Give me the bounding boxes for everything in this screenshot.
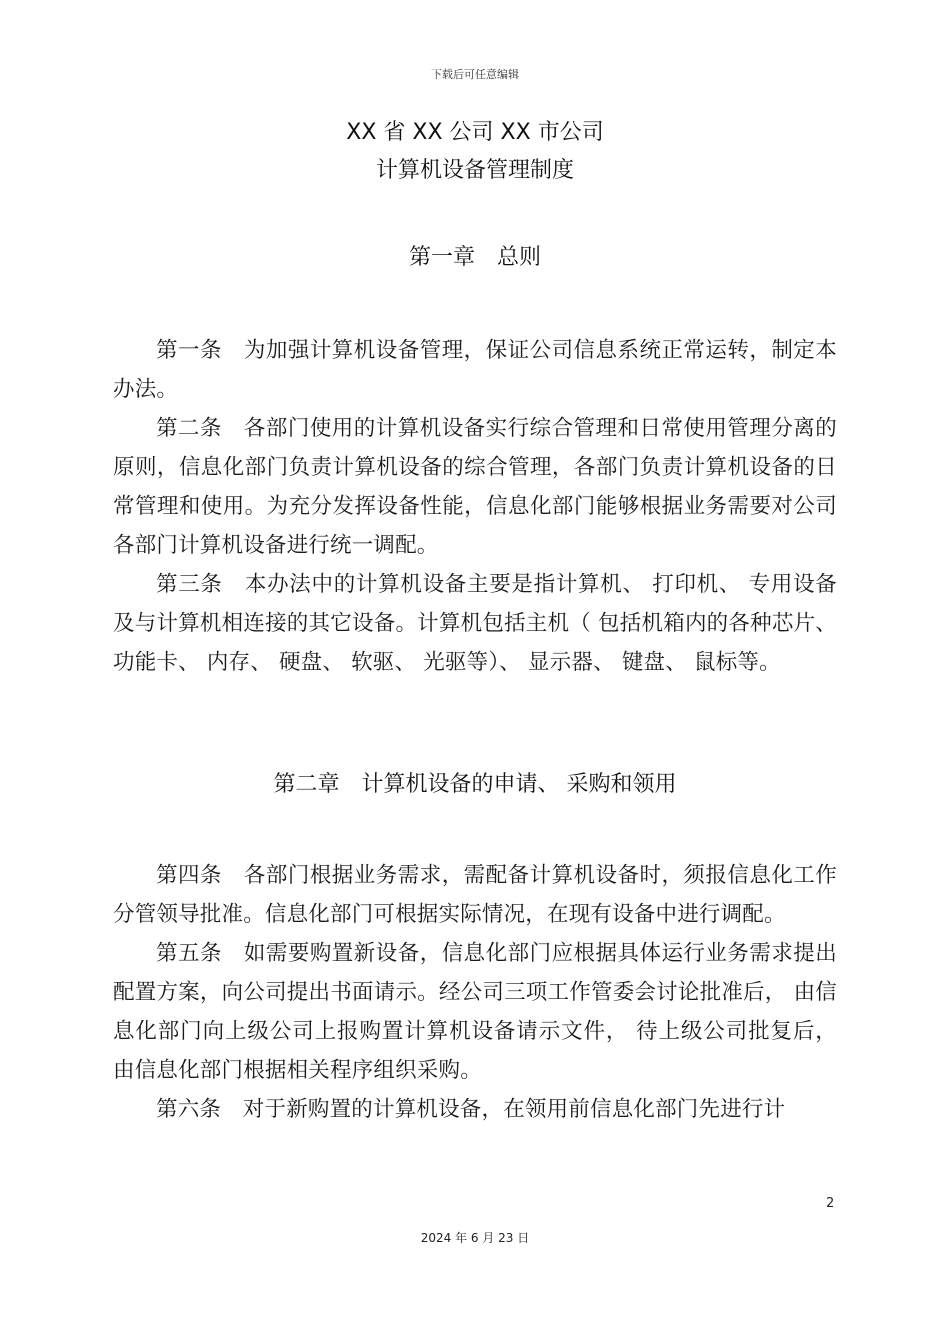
document-title-org: XX 省 XX 公司 XX 市公司 [346,120,604,145]
article-3: 第三条 本办法中的计算机设备主要是指计算机、 打印机、 专用设备及与计算机相连接的其它设备。计算机包括主机（ 包括机箱内的各种芯片、 功能卡、 内存、 硬盘、 软驱、 光驱等）、 显示器、 键盘、 鼠标等。 [113,572,837,675]
chapter-2-body [113,856,837,1129]
footer-date: 2024 年 6 月 23 日 [420,1231,530,1245]
article-1: 第一条 为加强计算机设备管理，保证公司信息系统正常运转，制定本办法。 [113,338,837,402]
chapter-1-body [113,331,837,682]
chapter-heading-1: 第一章 总则 [408,245,541,270]
article-2: 第二条 各部门使用的计算机设备实行综合管理和日常使用管理分离的原则，信息化部门负责计算机设备的综合管理，各部门负责计算机设备的日常管理和使用。为充分发挥设备性能，信息化部门能够根据业务需要对公司各部门计算机设备进行统一调配。 [113,416,837,558]
page-number: 2 [826,1196,835,1211]
header-note: 下载后可任意编辑 [431,68,519,81]
article-5: 第五条 如需要购置新设备，信息化部门应根据具体运行业务需求提出配置方案，向公司提出书面请示。经公司三项工作管委会讨论批准后， 由信息化部门向上级公司上报购置计算机设备请示文件， 待上级公司批复后， 由信息化部门根据相关程序组织采购。 [113,941,838,1083]
article-6: 第六条 对于新购置的计算机设备，在领用前信息化部门先进行计 [156,1097,786,1122]
document-title: 计算机设备管理制度 [375,158,574,183]
chapter-heading-2: 第二章 计算机设备的申请、 采购和领用 [273,772,677,797]
article-4: 第四条 各部门根据业务需求，需配备计算机设备时，须报信息化工作分管领导批准。信息化部门可根据实际情况，在现有设备中进行调配。 [113,863,837,927]
